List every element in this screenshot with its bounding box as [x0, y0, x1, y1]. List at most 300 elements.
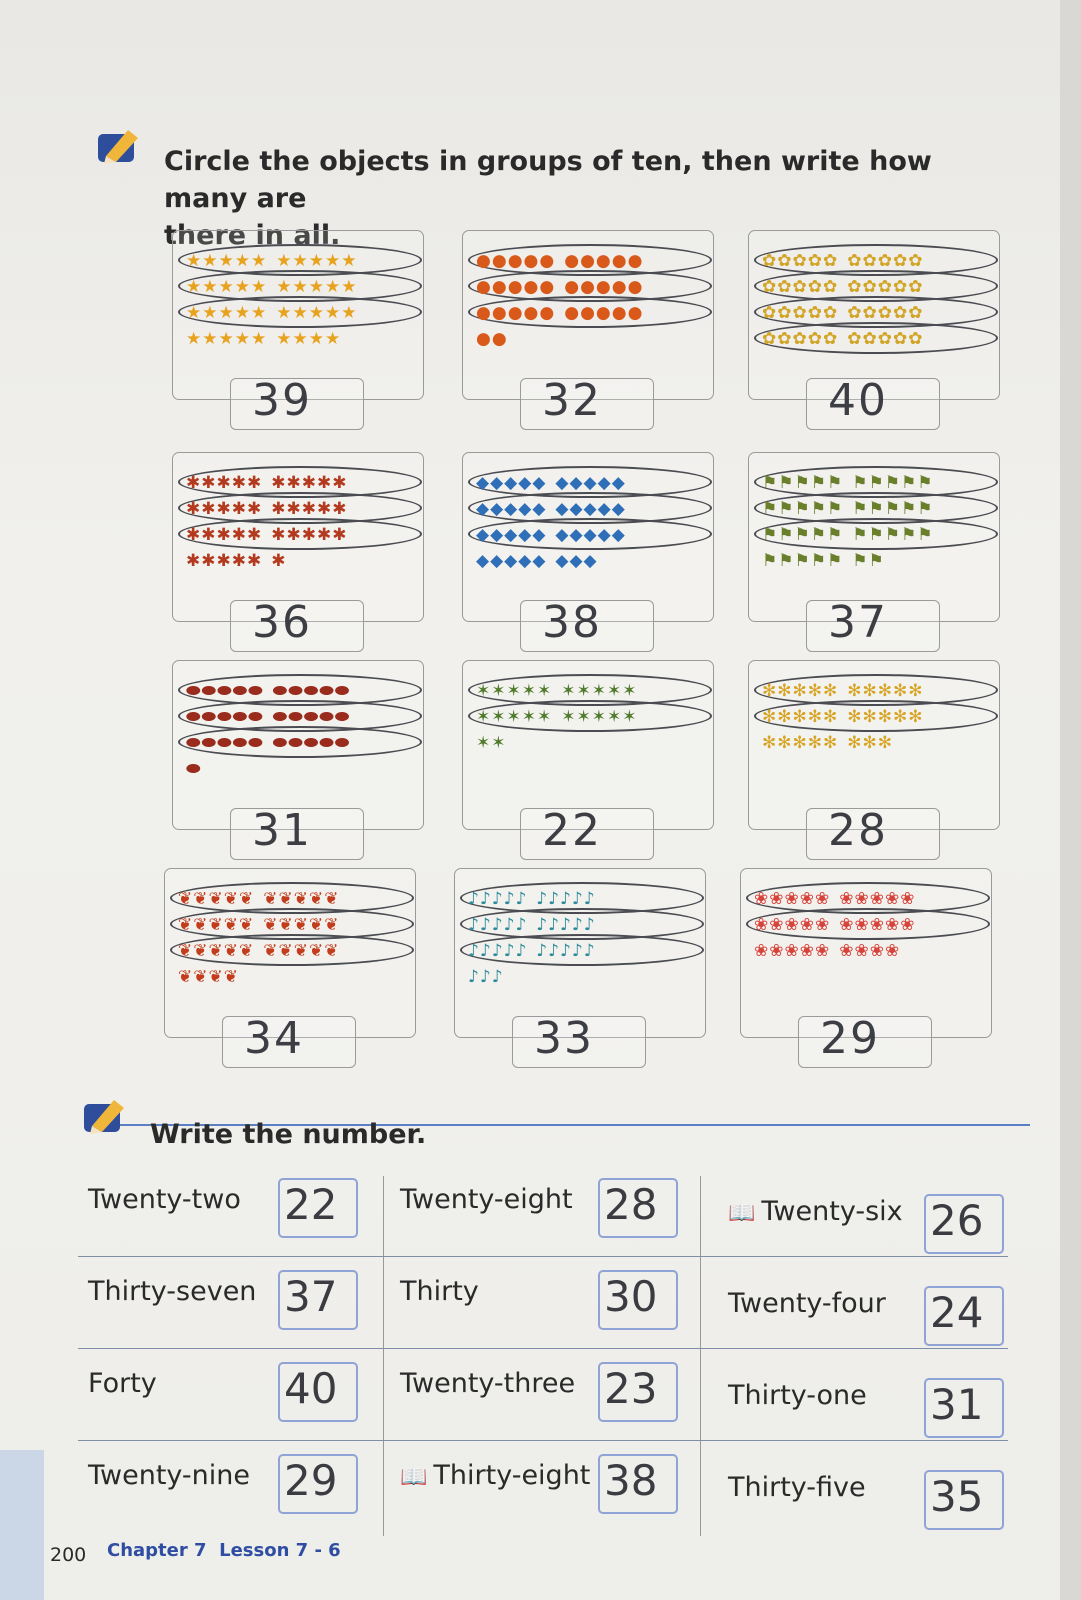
- object-group: [186, 473, 261, 493]
- dot-icon: ●: [595, 251, 611, 271]
- fish-icon: ◆: [532, 551, 546, 571]
- word-label: Thirty: [400, 1276, 479, 1307]
- object-group: [276, 329, 340, 349]
- butterfly-icon: ❀: [854, 915, 869, 935]
- ant-icon: ✱: [216, 473, 231, 493]
- note-icon: ♪: [571, 915, 583, 935]
- ant-icon: ✱: [186, 473, 201, 493]
- object-group: [847, 733, 892, 753]
- handwritten-number: 35: [930, 1472, 984, 1521]
- butterfly-icon: ❀: [900, 915, 915, 935]
- lizard-icon: ✶: [576, 681, 591, 701]
- dot-icon: ●: [523, 303, 539, 323]
- dot-icon: ●: [523, 277, 539, 297]
- object-group: [847, 707, 922, 727]
- flag-icon: ⚑: [794, 551, 810, 571]
- star-icon: ★: [202, 277, 218, 297]
- fish-icon: ◆: [532, 499, 546, 519]
- note-icon: ♪: [560, 915, 571, 935]
- star-icon: ★: [341, 277, 357, 297]
- chapter-label: Chapter 7: [107, 1540, 207, 1561]
- note-icon: ♪: [468, 915, 479, 935]
- object-group: [847, 277, 922, 297]
- handwritten-answer: 31: [252, 805, 312, 856]
- ant-icon: ✱: [286, 499, 301, 519]
- object-group: [186, 733, 263, 753]
- note-icon: ♪: [491, 915, 503, 935]
- object-row: [186, 548, 355, 574]
- row-divider: [78, 1256, 1008, 1257]
- butterfly-icon: ❀: [885, 889, 900, 909]
- fish-icon: ◆: [583, 499, 597, 519]
- flag-icon: ⚑: [778, 551, 794, 571]
- handwritten-number: 29: [284, 1456, 338, 1505]
- fish-icon: ◆: [555, 499, 569, 519]
- fish-icon: ◆: [490, 525, 504, 545]
- ant-icon: ✱: [216, 551, 231, 571]
- dot-icon: ●: [539, 303, 555, 323]
- star-icon: ★: [186, 303, 202, 323]
- dot-icon: ●: [564, 277, 580, 297]
- cherry-icon: ❦: [193, 967, 208, 987]
- butterfly-icon: ❀: [799, 941, 814, 961]
- handwritten-number: 26: [930, 1196, 984, 1245]
- number-word: [728, 1288, 886, 1319]
- object-group: [762, 551, 842, 571]
- object-group: [762, 707, 837, 727]
- note-icon: ♪: [479, 915, 491, 935]
- butterfly-icon: ❀: [784, 941, 799, 961]
- pencil-icon: [82, 1096, 128, 1134]
- bee-icon: ✻: [847, 681, 862, 701]
- star-icon: ★: [186, 277, 202, 297]
- lizard-icon: ✶: [561, 707, 576, 727]
- flag-icon: ⚑: [762, 473, 778, 493]
- ladybug-icon: ⬬: [288, 681, 303, 701]
- star-icon: ★: [308, 251, 324, 271]
- handwritten-answer: 33: [534, 1013, 594, 1064]
- handwritten-number: 37: [284, 1272, 338, 1321]
- instruction-line-2: there in all.: [164, 220, 341, 251]
- word-label: Twenty-three: [400, 1368, 576, 1399]
- object-group: [839, 915, 914, 935]
- row-divider: [78, 1348, 1008, 1349]
- lizard-icon: ✶: [537, 681, 552, 701]
- fish-icon: ◆: [504, 525, 518, 545]
- cherry-icon: ❦: [278, 889, 293, 909]
- note-icon: ♪: [548, 941, 560, 961]
- ladybug-icon: ⬬: [303, 733, 319, 753]
- fish-icon: ◆: [583, 473, 597, 493]
- star-icon: ★: [292, 251, 308, 271]
- bee-icon: ✻: [777, 681, 792, 701]
- object-group: [186, 759, 201, 779]
- bee-icon: ✻: [792, 733, 807, 753]
- star-icon: ★: [218, 329, 234, 349]
- bee-icon: ✻: [823, 681, 838, 701]
- flower-icon: ✿: [792, 303, 807, 323]
- dot-icon: ●: [595, 277, 611, 297]
- fish-icon: ◆: [476, 551, 490, 571]
- ladybug-icon: ⬬: [217, 733, 232, 753]
- fish-icon: ◆: [504, 551, 518, 571]
- object-group: [476, 499, 545, 519]
- ant-icon: ✱: [317, 525, 332, 545]
- flag-icon: ⚑: [852, 473, 868, 493]
- object-group: [468, 941, 526, 961]
- flag-icon: ⚑: [827, 473, 843, 493]
- object-group: [839, 941, 899, 961]
- bee-icon: ✻: [862, 733, 877, 753]
- object-row: [762, 326, 931, 352]
- bee-icon: ✻: [908, 707, 923, 727]
- object-group: [271, 551, 285, 571]
- butterfly-icon: ❀: [784, 889, 799, 909]
- fish-icon: ◆: [555, 551, 569, 571]
- object-group: [178, 967, 238, 987]
- star-icon: ★: [308, 277, 324, 297]
- object-row: [186, 274, 365, 300]
- object-row: [186, 704, 357, 730]
- star-icon: ★: [341, 251, 357, 271]
- flower-icon: ✿: [877, 303, 892, 323]
- flag-icon: ⚑: [810, 551, 826, 571]
- number-word: [88, 1184, 241, 1215]
- object-group: [754, 941, 829, 961]
- ant-icon: ✱: [271, 551, 286, 571]
- flower-icon: ✿: [893, 277, 908, 297]
- object-group: [468, 967, 503, 987]
- flag-icon: ⚑: [827, 551, 843, 571]
- object-group: [762, 303, 837, 323]
- fish-icon: ◆: [476, 525, 490, 545]
- bee-icon: ✻: [893, 707, 908, 727]
- ladybug-icon: ⬬: [272, 733, 288, 753]
- object-group: [564, 303, 642, 323]
- lizard-icon: ✶: [491, 681, 506, 701]
- star-icon: ★: [276, 277, 292, 297]
- butterfly-icon: ❀: [885, 941, 900, 961]
- dot-icon: ●: [476, 251, 491, 271]
- column-divider: [383, 1176, 384, 1536]
- star-icon: ★: [251, 251, 267, 271]
- star-icon: ★: [292, 277, 308, 297]
- ladybug-icon: ⬬: [232, 707, 248, 727]
- object-group: [847, 251, 922, 271]
- bee-icon: ✻: [762, 707, 777, 727]
- word-label: Twenty-two: [88, 1184, 241, 1215]
- butterfly-icon: ❀: [754, 915, 769, 935]
- lizard-icon: ✶: [622, 681, 637, 701]
- ant-icon: ✱: [271, 525, 286, 545]
- number-word: [728, 1380, 867, 1411]
- bee-icon: ✻: [792, 707, 807, 727]
- flag-icon: ⚑: [917, 525, 933, 545]
- dot-icon: ●: [507, 251, 523, 271]
- ladybug-icon: ⬬: [217, 707, 232, 727]
- ant-icon: ✱: [247, 551, 262, 571]
- word-label: Thirty-five: [728, 1472, 866, 1503]
- cherry-icon: ❦: [309, 889, 324, 909]
- flag-icon: ⚑: [884, 499, 900, 519]
- star-icon: ★: [186, 329, 202, 349]
- note-icon: ♪: [503, 941, 515, 961]
- dot-icon: ●: [580, 251, 595, 271]
- ant-icon: ✱: [332, 473, 347, 493]
- flag-icon: ⚑: [810, 499, 826, 519]
- flower-icon: ✿: [762, 329, 777, 349]
- dot-icon: ●: [580, 303, 595, 323]
- object-row: [178, 912, 347, 938]
- object-group: [263, 941, 338, 961]
- flower-icon: ✿: [823, 303, 838, 323]
- ladybug-icon: ⬬: [217, 681, 232, 701]
- object-group: [561, 707, 636, 727]
- handwritten-number: 30: [604, 1272, 658, 1321]
- number-word: [728, 1472, 866, 1503]
- object-row: [468, 912, 603, 938]
- dot-objects: [476, 248, 650, 352]
- star-icon: ★: [276, 303, 292, 323]
- object-group: [271, 525, 346, 545]
- ant-icon: ✱: [271, 499, 286, 519]
- butterfly-icon: ❀: [869, 889, 884, 909]
- ant-icon: ✱: [317, 473, 332, 493]
- flower-icon: ✿: [807, 251, 822, 271]
- word-label: Twenty-eight: [400, 1184, 573, 1215]
- bee-icon: ✻: [893, 681, 908, 701]
- object-group: [178, 915, 253, 935]
- dot-icon: ●: [627, 303, 643, 323]
- note-icon: ♪: [468, 889, 479, 909]
- flower-icon: ✿: [777, 329, 792, 349]
- object-group: [839, 889, 914, 909]
- flower-icon: ✿: [807, 329, 822, 349]
- note-icon: ♪: [515, 889, 527, 909]
- butterfly-icon: ❀: [784, 915, 799, 935]
- butterfly-icon: ❀: [799, 889, 814, 909]
- object-group: [186, 525, 261, 545]
- dot-icon: ●: [491, 277, 507, 297]
- object-group: [762, 277, 837, 297]
- object-group: [564, 251, 642, 271]
- flower-icon: ✿: [893, 303, 908, 323]
- fish-icon: ◆: [476, 473, 490, 493]
- fish-icon: ◆: [504, 473, 518, 493]
- lizard-icon: ✶: [591, 707, 606, 727]
- ladybug-icon: ⬬: [272, 707, 288, 727]
- object-group: [273, 681, 350, 701]
- number-word: [400, 1184, 573, 1215]
- dot-icon: ●: [491, 303, 507, 323]
- ant-icon: ✱: [301, 499, 316, 519]
- flag-objects: [762, 470, 941, 574]
- object-group: [476, 329, 507, 349]
- object-group: [852, 499, 932, 519]
- object-row: [468, 938, 603, 964]
- handwritten-answer: 38: [542, 597, 602, 648]
- fish-icon: ◆: [583, 525, 597, 545]
- ladybug-icon: ⬬: [232, 733, 248, 753]
- ant-icon: ✱: [247, 525, 262, 545]
- bee-icon: ✻: [762, 681, 777, 701]
- object-row: [476, 248, 650, 274]
- ladybug-icon: ⬬: [319, 733, 334, 753]
- ant-icon: ✱: [332, 499, 347, 519]
- object-group: [271, 499, 346, 519]
- cherry-icon: ❦: [278, 941, 293, 961]
- butterfly-icon: ❀: [839, 889, 854, 909]
- flower-icon: ✿: [908, 277, 923, 297]
- bee-icon: ✻: [847, 733, 862, 753]
- ant-icon: ✱: [231, 499, 246, 519]
- handwritten-answer: 37: [828, 597, 888, 648]
- number-word: [728, 1196, 903, 1227]
- note-icon: ♪: [536, 889, 548, 909]
- butterfly-icon: ❀: [769, 941, 784, 961]
- ladybug-icon: ⬬: [186, 759, 201, 779]
- bee-icon: ✻: [877, 681, 892, 701]
- flower-icon: ✿: [847, 277, 862, 297]
- handwritten-number: 38: [604, 1456, 658, 1505]
- star-objects: [186, 248, 365, 352]
- ant-icon: ✱: [317, 499, 332, 519]
- star-icon: ★: [341, 303, 357, 323]
- ladybug-icon: ⬬: [288, 707, 303, 727]
- object-group: [186, 277, 266, 297]
- flag-icon: ⚑: [884, 525, 900, 545]
- object-group: [536, 941, 594, 961]
- cherry-icon: ❦: [239, 889, 254, 909]
- bee-icon: ✻: [877, 733, 892, 753]
- note-icon: ♪: [468, 967, 479, 987]
- butterfly-icon: ❀: [900, 889, 915, 909]
- flag-icon: ⚑: [794, 525, 810, 545]
- object-row: [476, 470, 633, 496]
- dot-icon: ●: [564, 303, 580, 323]
- cherry-icon: ❦: [178, 915, 193, 935]
- object-group: [271, 473, 346, 493]
- flag-icon: ⚑: [868, 499, 884, 519]
- flower-icon: ✿: [893, 329, 908, 349]
- note-icon: ♪: [571, 941, 583, 961]
- ant-icon: ✱: [301, 473, 316, 493]
- instruction-write-number: Write the number.: [150, 1119, 427, 1150]
- ant-icon: ✱: [216, 525, 231, 545]
- flag-icon: ⚑: [778, 525, 794, 545]
- object-group: [186, 499, 261, 519]
- cherry-icon: ❦: [223, 967, 238, 987]
- butterfly-icon: ❀: [839, 941, 854, 961]
- bee-icon: ✻: [807, 733, 822, 753]
- object-row: [186, 326, 365, 352]
- word-label: Thirty-seven: [88, 1276, 257, 1307]
- pencil-icon: [96, 126, 142, 164]
- lizard-icon: ✶: [521, 707, 536, 727]
- handwritten-number: 31: [930, 1380, 984, 1429]
- star-icon: ★: [325, 277, 341, 297]
- lizard-icon: ✶: [491, 707, 506, 727]
- flower-icon: ✿: [862, 303, 877, 323]
- flag-icon: ⚑: [852, 551, 868, 571]
- dot-icon: ●: [627, 277, 643, 297]
- object-group: [555, 473, 624, 493]
- object-group: [762, 329, 837, 349]
- flag-icon: ⚑: [868, 525, 884, 545]
- ant-icon: ✱: [247, 499, 262, 519]
- ant-icon: ✱: [201, 499, 216, 519]
- object-group: [564, 277, 642, 297]
- cherry-icon: ❦: [293, 889, 308, 909]
- ant-icon: ✱: [186, 551, 201, 571]
- word-label: Twenty-four: [728, 1288, 886, 1319]
- handwritten-answer: 36: [252, 597, 312, 648]
- bee-icon: ✻: [862, 707, 877, 727]
- object-group: [476, 251, 554, 271]
- note-icon: ♪: [479, 967, 491, 987]
- star-icon: ★: [276, 329, 292, 349]
- fish-icon: ◆: [518, 551, 532, 571]
- note-icon: ♪: [583, 889, 595, 909]
- object-row: [762, 704, 931, 730]
- ladybug-icon: ⬬: [319, 681, 334, 701]
- number-word: [400, 1276, 479, 1307]
- handwritten-answer: 40: [828, 375, 888, 426]
- object-row: [186, 300, 365, 326]
- star-icon: ★: [325, 251, 341, 271]
- object-row: [186, 756, 357, 782]
- bee-icon: ✻: [862, 681, 877, 701]
- object-group: [561, 681, 636, 701]
- bee-icon: ✻: [908, 681, 923, 701]
- fish-icon: ◆: [611, 473, 625, 493]
- flag-icon: ⚑: [868, 551, 884, 571]
- word-label: Forty: [88, 1368, 157, 1399]
- book-icon: 📖: [728, 1201, 756, 1226]
- object-row: [762, 248, 931, 274]
- flag-icon: ⚑: [868, 473, 884, 493]
- cherry-icon: ❦: [178, 967, 193, 987]
- handwritten-number: 40: [284, 1364, 338, 1413]
- number-word: [88, 1368, 157, 1399]
- cherry-icon: ❦: [309, 915, 324, 935]
- star-icon: ★: [202, 329, 218, 349]
- fish-icon: ◆: [555, 525, 569, 545]
- object-group: [276, 277, 356, 297]
- object-group: [186, 707, 263, 727]
- bee-icon: ✻: [777, 707, 792, 727]
- object-group: [468, 915, 526, 935]
- object-group: [852, 525, 932, 545]
- ladybug-icon: ⬬: [319, 707, 334, 727]
- ant-icon: ✱: [271, 473, 286, 493]
- object-row: [754, 938, 923, 964]
- ant-icon: ✱: [231, 473, 246, 493]
- star-icon: ★: [325, 303, 341, 323]
- ant-icon: ✱: [332, 525, 347, 545]
- instruction-line-1: Circle the objects in groups of ten, then write how many are: [164, 146, 932, 214]
- cherry-icon: ❦: [324, 889, 339, 909]
- dot-icon: ●: [580, 277, 595, 297]
- cherry-icon: ❦: [263, 941, 278, 961]
- object-group: [276, 303, 356, 323]
- fish-icon: ◆: [476, 499, 490, 519]
- chapter-lesson: [107, 1540, 341, 1561]
- bee-icon: ✻: [847, 707, 862, 727]
- bee-icon: ✻: [877, 707, 892, 727]
- ladybug-icon: ⬬: [334, 681, 350, 701]
- handwritten-answer: 34: [244, 1013, 304, 1064]
